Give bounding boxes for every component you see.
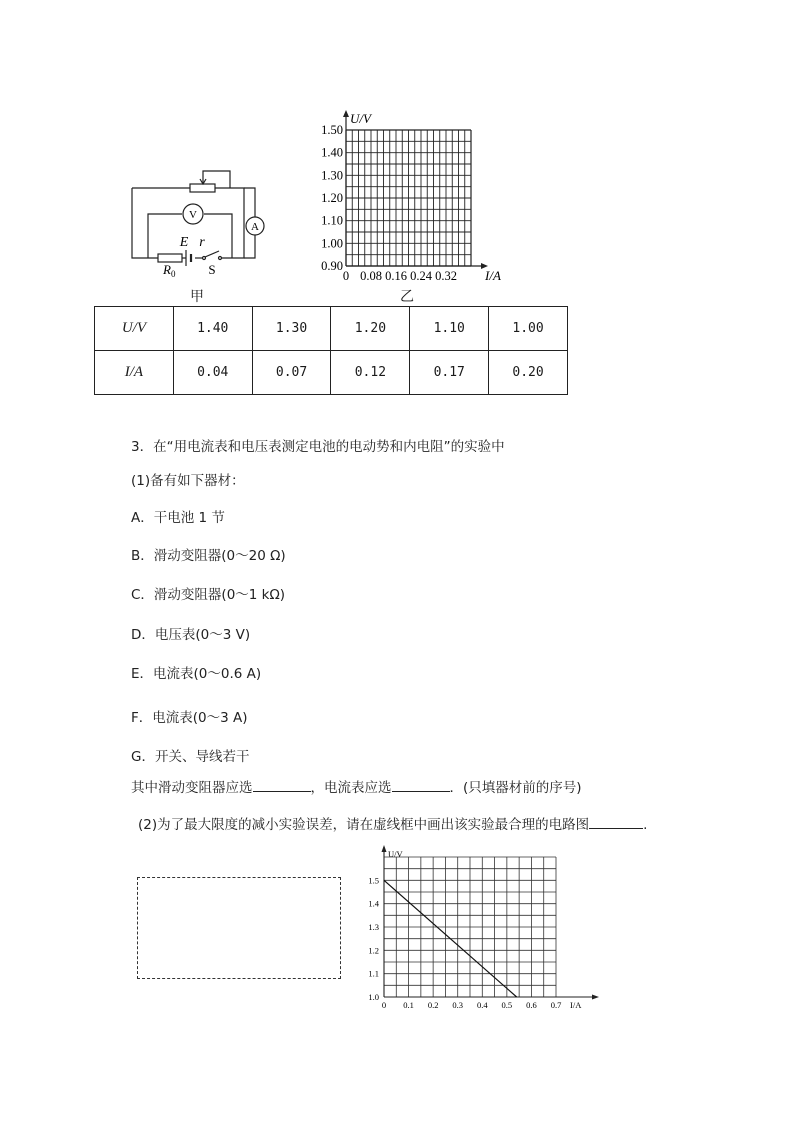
table-cell: 0.07 [252, 351, 331, 395]
x-tick-label: 0.16 [385, 269, 407, 283]
y-tick-label: 1.40 [321, 145, 343, 160]
graph-caption: 乙 [400, 289, 414, 305]
y-axis-arrow [343, 110, 349, 117]
option-a: A．干电池 1 节 [131, 510, 225, 526]
x-tick-label: 0 [342, 269, 350, 283]
rheostat [190, 184, 215, 192]
internal-r-label: r [199, 235, 205, 250]
fill-suffix: ．(只填器材前的序号) [449, 780, 582, 796]
answer-blank-ammeter[interactable] [392, 791, 450, 792]
switch [205, 251, 219, 257]
x-axis-arrow [592, 995, 599, 1000]
part2-line [138, 816, 647, 834]
x-tick-label: 0.6 [526, 1000, 537, 1010]
y-tick-label: 1.30 [321, 168, 343, 183]
table-row [95, 351, 568, 395]
x-tick-label: 0.3 [452, 1000, 464, 1010]
part2-end: . [643, 817, 648, 833]
fill-in-line [131, 779, 582, 797]
table-cell: 1.30 [252, 307, 331, 351]
table-cell: 0.12 [331, 351, 410, 395]
table-cell: 1.00 [489, 307, 568, 351]
part2-text: (2)为了最大限度的减小实验误差，请在虚线框中画出该实验最合理的电路图 [138, 817, 590, 833]
answer-blank-circuit[interactable] [589, 828, 643, 829]
option-e: E．电流表(0～0.6 A) [131, 666, 262, 682]
circuit-diagram [120, 160, 270, 280]
table-head-i: I/A [95, 351, 174, 395]
circuit-drawing-box[interactable] [137, 877, 341, 979]
part1-label: (1)备有如下器材： [131, 473, 245, 489]
x-tick-label: 0.5 [501, 1000, 513, 1010]
x-tick-label: 0.24 [410, 269, 432, 283]
resistor-label: $R_0$ [163, 262, 176, 279]
y-tick-label: 1.20 [321, 191, 343, 205]
switch-label: S [208, 262, 216, 277]
y-axis-label: U/V [350, 111, 371, 126]
table-cell: 0.20 [489, 351, 568, 395]
y-axis-arrow [382, 845, 387, 852]
x-tick-label: 0.32 [435, 269, 457, 283]
option-f: F．电流表(0～3 A) [131, 710, 248, 726]
y-tick-label: 1.3 [368, 922, 379, 932]
y-tick-label: 1.10 [321, 213, 343, 228]
x-tick-label: 0.4 [476, 1000, 488, 1010]
y-tick-label: 1.0 [368, 992, 379, 1002]
option-b: B．滑动变阻器(0～20 Ω) [131, 548, 286, 564]
x-tick-label: 0.2 [427, 1000, 439, 1010]
measurement-table [94, 306, 568, 395]
x-tick-label: 0.7 [550, 1000, 562, 1010]
graph-empty-grid [310, 108, 520, 286]
y-tick-label: 1.1 [368, 968, 379, 979]
ammeter-label: A [251, 221, 259, 233]
option-c: C．滑动变阻器(0～1 kΩ) [131, 587, 286, 603]
x-axis-label: I/A [485, 268, 501, 283]
option-d: D．电压表(0～3 V) [131, 627, 251, 643]
table-cell: 1.20 [331, 307, 410, 351]
fill-middle: ，电流表应选 [310, 780, 392, 796]
y-tick-label: 1.00 [321, 236, 343, 251]
y-tick-label: 1.50 [321, 123, 343, 137]
table-cell: 0.17 [410, 351, 489, 395]
question-title: 3．在“用电流表和电压表测定电池的电动势和内电阻”的实验中 [131, 439, 505, 455]
y-axis-label: U/V [388, 849, 403, 859]
y-tick-label: 1.5 [368, 875, 379, 886]
emf-label: E [179, 235, 189, 250]
fill-prefix: 其中滑动变阻器应选 [131, 780, 253, 796]
table-cell: 1.40 [173, 307, 252, 351]
table-cell: 0.04 [173, 351, 252, 395]
circuit-wire-outer [132, 188, 158, 258]
x-axis-label: I/A [570, 1000, 582, 1010]
y-tick-label: 1.2 [368, 945, 379, 956]
y-tick-label: 0.90 [321, 259, 343, 273]
x-tick-label: 0 [381, 1000, 387, 1010]
y-tick-label: 1.4 [368, 898, 379, 909]
circuit-caption: 甲 [190, 289, 204, 305]
resistor-r0 [158, 254, 182, 262]
voltmeter-label: V [189, 209, 197, 221]
graph-ui-line [356, 845, 606, 1015]
table-row [95, 307, 568, 351]
table-cell: 1.10 [410, 307, 489, 351]
table-head-u: U/V [95, 307, 174, 351]
option-g: G．开关、导线若干 [131, 749, 250, 765]
answer-blank-rheostat[interactable] [253, 791, 311, 792]
x-tick-label: 0.1 [403, 1000, 414, 1010]
x-tick-label: 0.08 [360, 269, 382, 283]
